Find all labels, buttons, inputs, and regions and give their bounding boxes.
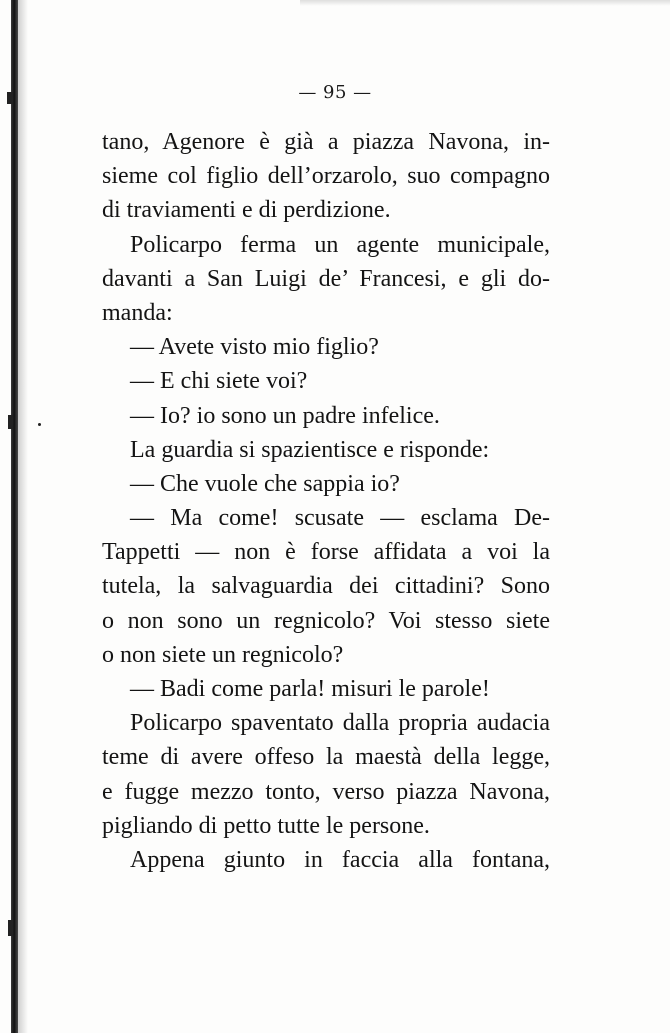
text-line: La guardia si spazientisce e risponde: [130, 436, 490, 463]
text-line: teme di avere offeso la maestà della legge, [102, 744, 550, 771]
text-line: — Avete visto mio figlio? [130, 334, 379, 361]
scan-mark [8, 415, 13, 429]
text-line: Policarpo ferma un agente municipale, [130, 231, 550, 258]
scan-dot [38, 423, 41, 426]
text-line: davanti a San Luigi de’ Francesi, e gli do- [102, 265, 550, 292]
binding-shadow [18, 0, 28, 1033]
text-line: — Ma come! scusate — esclama De- [130, 505, 550, 532]
scan-mark [8, 920, 13, 936]
text-line: di traviamenti e di perdizione. [102, 197, 391, 224]
top-edge-shadow [300, 0, 670, 6]
text-line: Appena giunto in faccia alla fontana, [130, 846, 550, 873]
text-line: tano, Agenore è già a piazza Navona, in- [102, 129, 550, 155]
text-line: o non sono un regnicolo? Voi stesso siete [102, 607, 550, 634]
text-line: e fugge mezzo tonto, verso piazza Navona, [102, 778, 550, 805]
text-line: o non siete un regnicolo? [102, 641, 344, 668]
text-line: — Badi come parla! misuri le parole! [130, 676, 490, 702]
text-line: Tappetti — non è forse affidata a voi la [102, 539, 550, 566]
text-line: pigliando di petto tutte le persone. [102, 812, 430, 839]
text-line: — E chi siete voi? [130, 368, 308, 395]
text-line: — Io? io sono un padre infelice. [130, 402, 440, 429]
text-line: — Che vuole che sappia io? [130, 470, 400, 497]
page-number: — 95 — [298, 82, 372, 103]
text-line: sieme col figlio dell’orzarolo, suo compagno [102, 163, 550, 190]
body-text [102, 125, 550, 877]
page-binding-edge [11, 0, 18, 1033]
text-line: Policarpo spaventato dalla propria audacia [130, 710, 550, 737]
text-line: tutela, la salvaguardia dei cittadini? Sono [102, 573, 550, 600]
text-line: manda: [102, 299, 173, 326]
